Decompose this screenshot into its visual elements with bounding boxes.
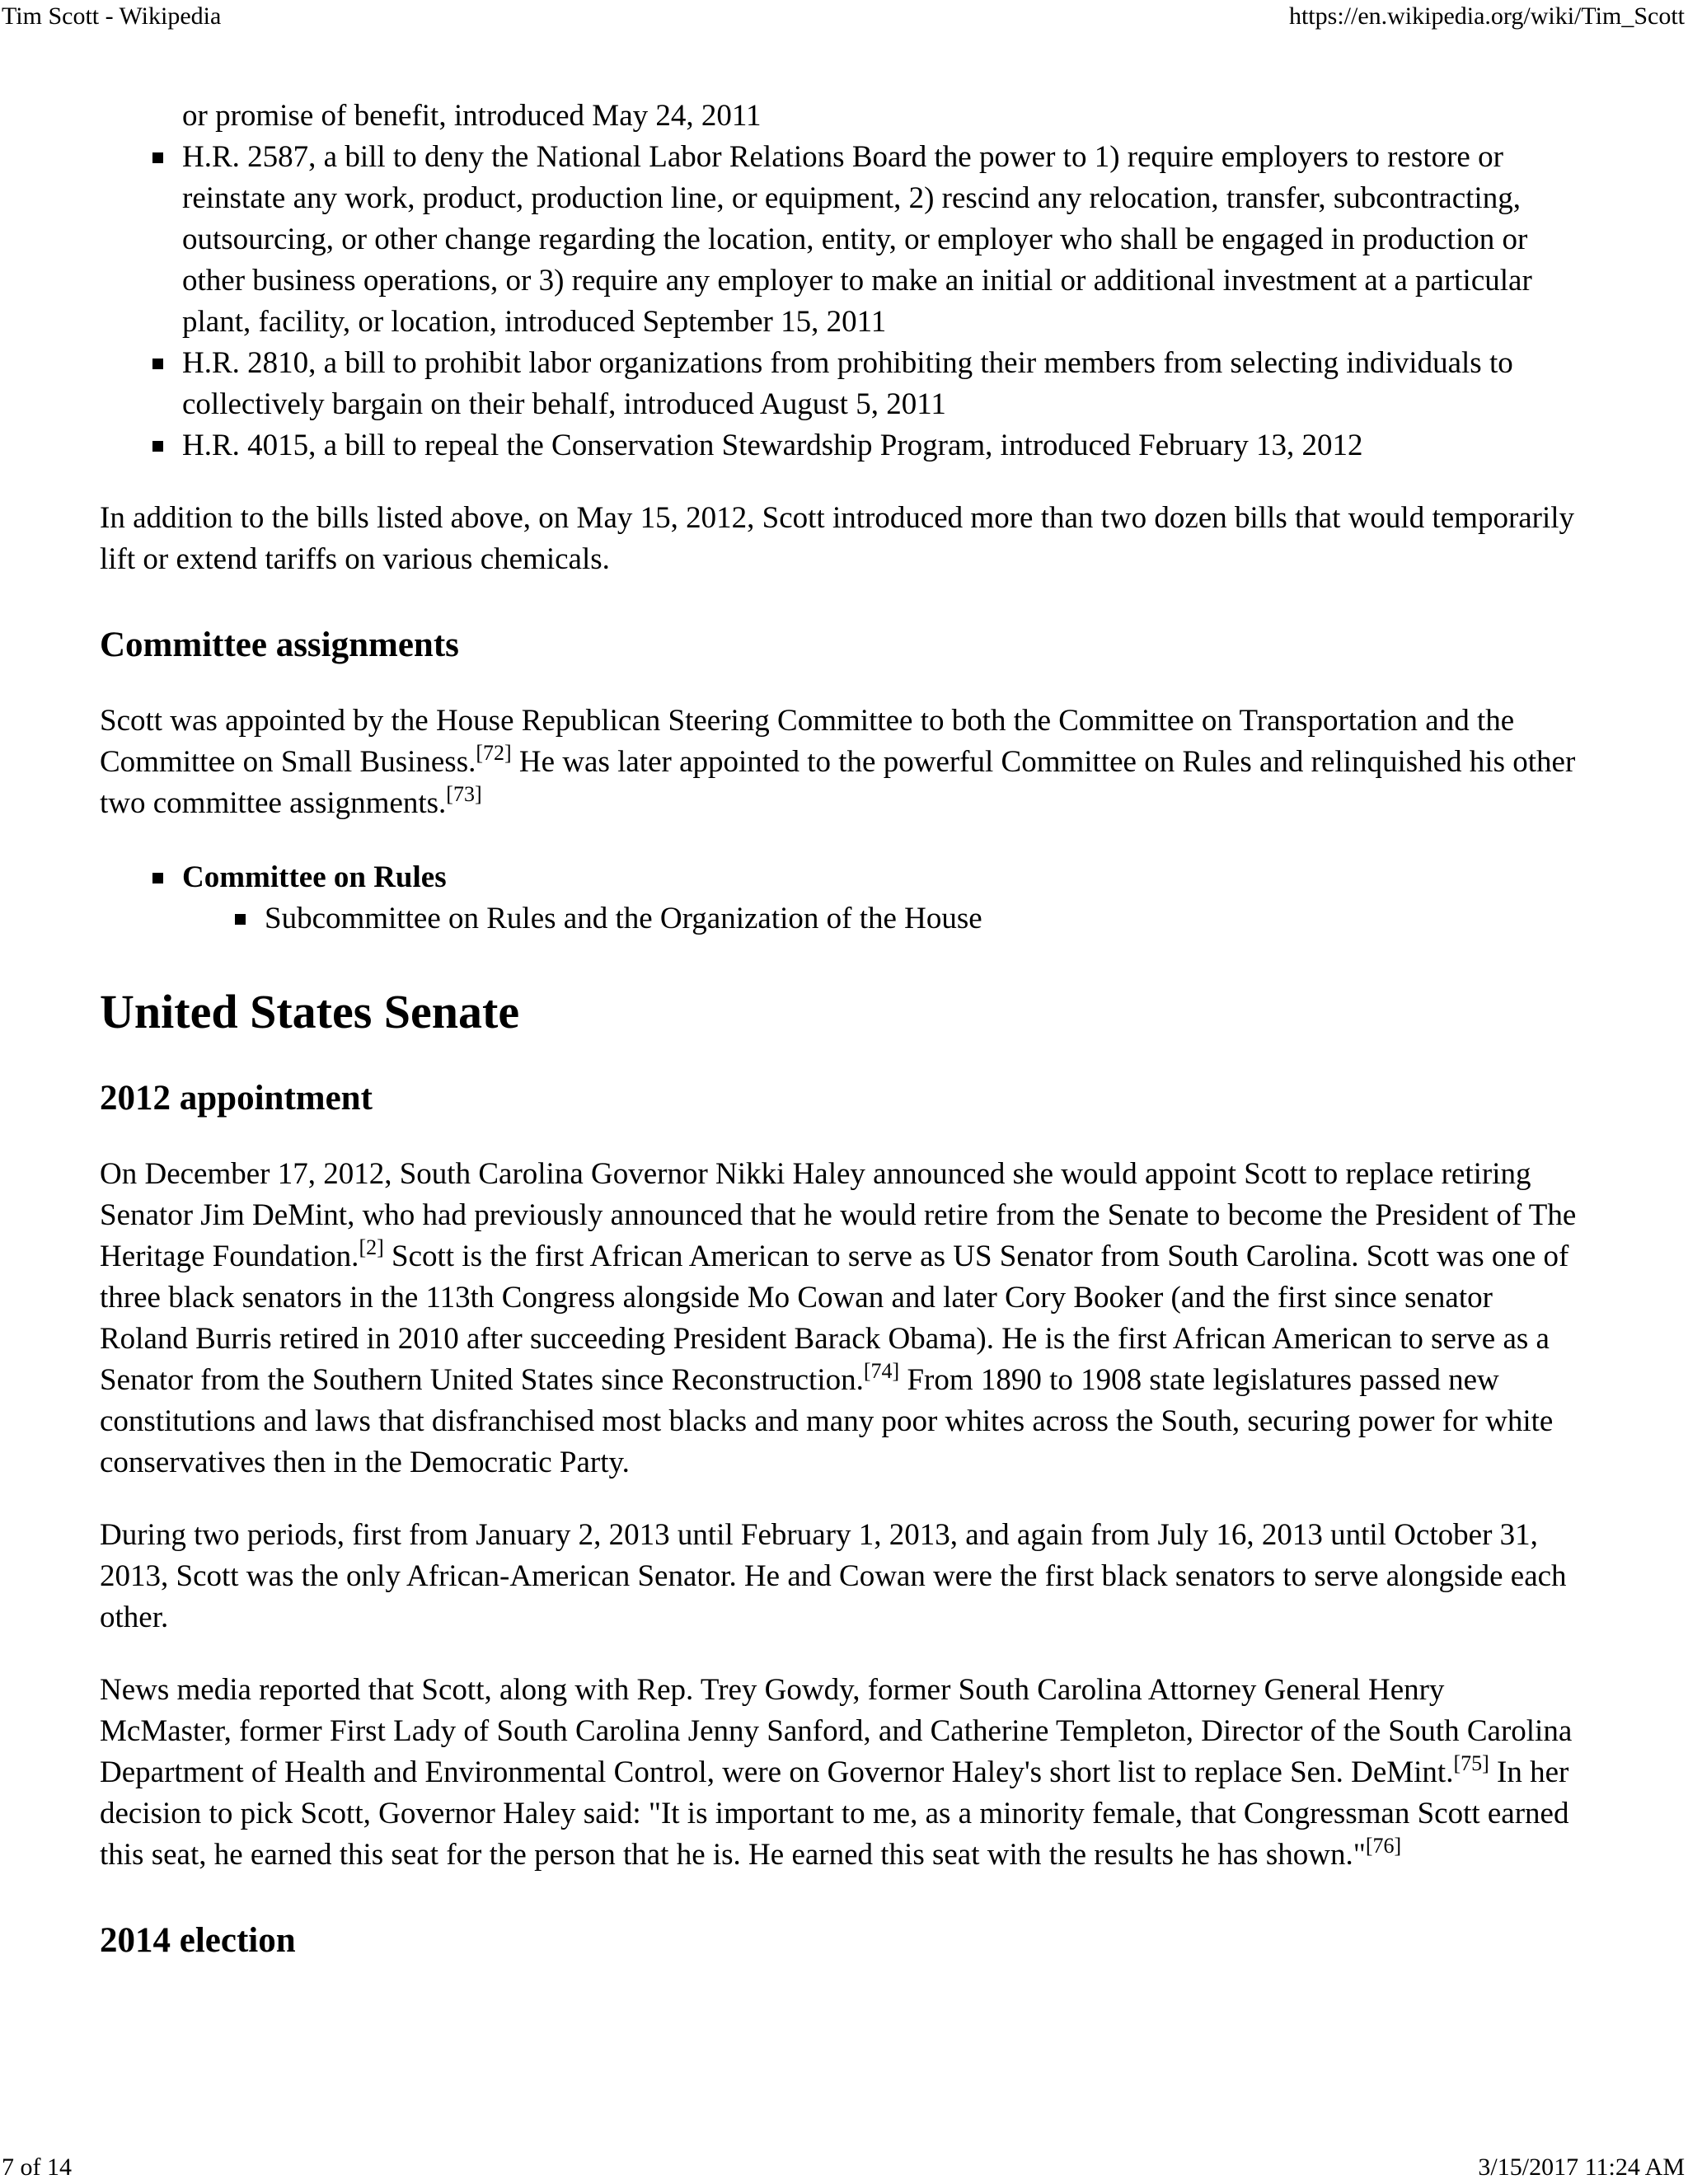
- reference-link[interactable]: [2]: [359, 1235, 384, 1259]
- list-item-text: H.R. 4015, a bill to repeal the Conservation Stewardship Program, introduced February 13, 2012: [182, 429, 1363, 462]
- list-item: [100, 857, 1583, 940]
- list-item-text: H.R. 2587, a bill to deny the National Labor Relations Board the power to 1) require employers to restore or reinstate any work, product, production line, or equipment, 2) rescind any relocation, transfer, subcontracting, outsourcing, or other change regarding the location, entity, or employer who shall be engaged in production or other business operations, or 3) require any employer to make an initial or additional investment at a particular plant, facility, or location, introduced September 15, 2011: [182, 140, 1532, 339]
- list-item: [100, 137, 1583, 343]
- bill-list: [100, 137, 1583, 466]
- reference-link[interactable]: [73]: [446, 782, 482, 806]
- bullet-icon: [235, 914, 246, 925]
- print-header: [0, 0, 1688, 33]
- bullet-icon: [152, 441, 163, 452]
- committee-name[interactable]: Committee on Rules: [182, 860, 447, 894]
- page-number: 7 of 14: [2, 2154, 72, 2181]
- list-item: [100, 343, 1583, 425]
- paragraph-text: News media reported that Scott, along with Rep. Trey Gowdy, former South Carolina Attorney General Henry McMaster, former First Lady of South Carolina Jenny Sanford, and Catherine Templeton, Director of the South Carolina Department of Health and Environmental Control, were on Governor Haley's short list to replace Sen. DeMint.: [100, 1673, 1573, 1789]
- tariffs-paragraph: In addition to the bills listed above, on May 15, 2012, Scott introduced more than two dozen bills that would temporarily lift or extend tariffs on various chemicals.: [100, 501, 1575, 576]
- appointment-paragraph-2: During two periods, first from January 2, 2013 until February 1, 2013, and again from July 16, 2013 until October 31, 2013, Scott was the only African-American Senator. He and Cowan were the first black senators to serve alongside each other.: [100, 1518, 1567, 1634]
- reference-link[interactable]: [72]: [476, 741, 512, 765]
- subcommittee-list: [182, 898, 1583, 940]
- list-item: [182, 898, 1583, 940]
- committee-heading: Committee assignments: [100, 626, 459, 664]
- election-heading: 2014 election: [100, 1921, 296, 1960]
- paragraph-text: From 1890 to 1908 state legislatures passed new constitutions and laws that disfranchised most blacks and many poor whites across the South, securing power for white conservatives then in the Democratic Party.: [100, 1363, 1554, 1479]
- senate-heading: United States Senate: [100, 985, 520, 1038]
- print-datetime: 3/15/2017 11:24 AM: [1478, 2154, 1685, 2181]
- committee-paragraph: [100, 701, 1583, 824]
- bullet-icon: [152, 873, 163, 883]
- appointment-paragraph-1: [100, 1154, 1583, 1483]
- paragraph-text: On December 17, 2012, South Carolina Governor Nikki Haley announced she would appoint Scott to replace retiring Senator Jim DeMint, who had previously announced that he would retire from the Senate to become the President of The Heritage Foundation.: [100, 1157, 1577, 1273]
- reference-link[interactable]: [76]: [1365, 1834, 1402, 1858]
- page-url: https://en.wikipedia.org/wiki/Tim_Scott: [1288, 2, 1685, 30]
- appointment-heading: 2012 appointment: [100, 1079, 373, 1118]
- page-title: Tim Scott - Wikipedia: [2, 2, 222, 30]
- reference-link[interactable]: [74]: [863, 1359, 900, 1383]
- continued-list-text: or promise of benefit, introduced May 24, 2011: [182, 99, 762, 133]
- paragraph-text: He was later appointed to the powerful Committee on Rules and relinquished his other two committee assignments.: [100, 745, 1576, 820]
- appointment-paragraph-3: [100, 1670, 1583, 1876]
- bullet-icon: [152, 359, 163, 369]
- committee-list: [100, 857, 1583, 940]
- list-item-text: H.R. 2810, a bill to prohibit labor organizations from prohibiting their members from selecting individuals to collectively bargain on their behalf, introduced August 5, 2011: [182, 346, 1513, 421]
- paragraph-text: In her decision to pick Scott, Governor Haley said: "It is important to me, as a minority female, that Congressman Scott earned this seat, he earned this seat for the person that he is. He earned this seat with the results he has shown.": [100, 1755, 1569, 1872]
- reference-link[interactable]: [75]: [1453, 1751, 1489, 1775]
- print-footer: [0, 2151, 1688, 2184]
- bullet-icon: [152, 152, 163, 163]
- paragraph-text: Scott was appointed by the House Republican Steering Committee to both the Committee on Transportation and the Committee on Small Business.: [100, 704, 1515, 779]
- paragraph-text: Scott is the first African American to serve as US Senator from South Carolina. Scott was one of three black senators in the 113th Congress alongside Mo Cowan and later Cory Booker (and the first since senator Roland Burris retired in 2010 after succeeding President Barack Obama). He is the first African American to serve as a Senator from the Southern United States since Reconstruction.: [100, 1240, 1569, 1397]
- list-item: [100, 425, 1583, 466]
- article-content: [100, 96, 1583, 1965]
- subcommittee-name[interactable]: Subcommittee on Rules and the Organization of the House: [265, 902, 982, 935]
